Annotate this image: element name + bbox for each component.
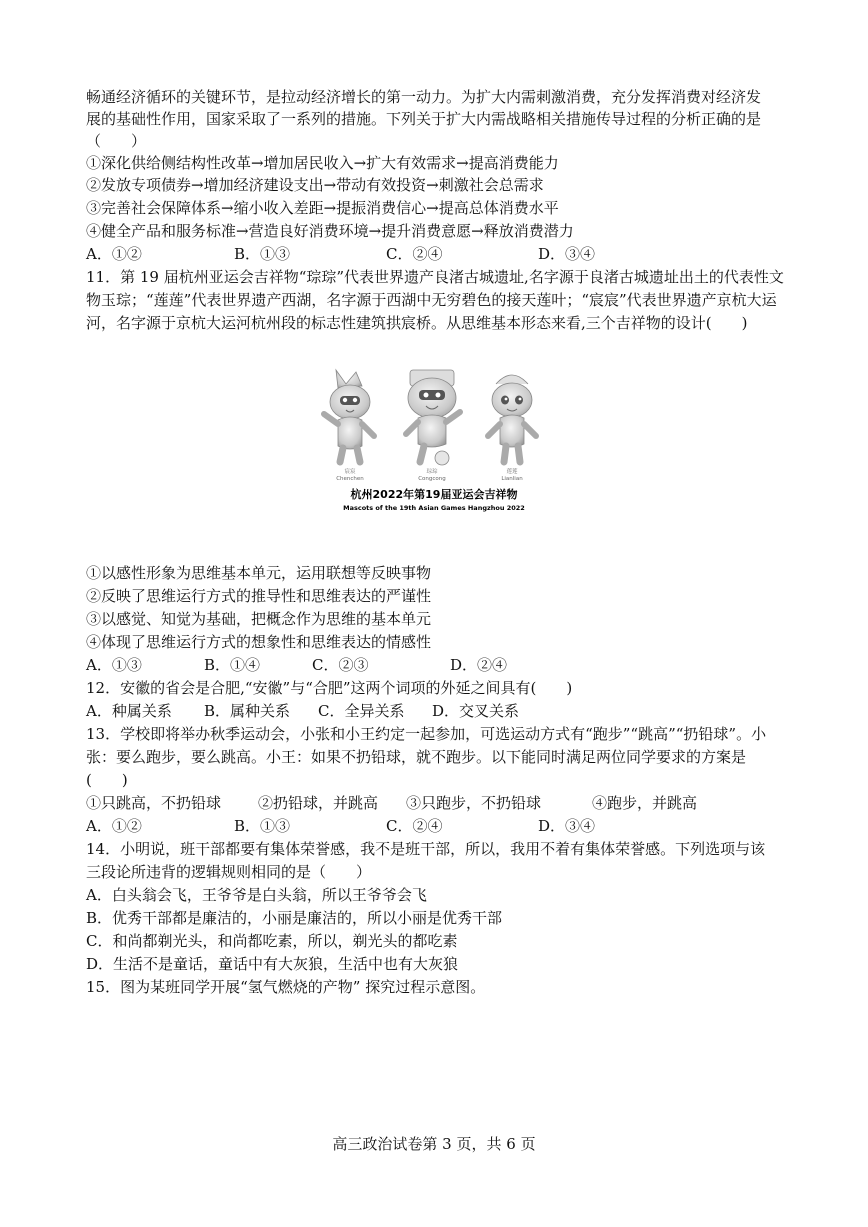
q13-option-c: C．②④ xyxy=(386,817,443,835)
q11-item-3: ③以感觉、知觉为基础，把概念作为思维的基本单元 xyxy=(86,610,432,628)
q10-item-2: ②发放专项债券→增加经济建设支出→带动有效投资→刺激社会总需求 xyxy=(86,176,544,194)
mascot-name-cn-3: 莲莲 xyxy=(506,469,518,475)
q10-answer-blank: （ ） xyxy=(86,132,147,150)
mascot-lianlian-illustration xyxy=(488,375,536,462)
q12-option-b: B．属种关系 xyxy=(204,702,291,720)
q10-option-a: A．①② xyxy=(86,245,142,263)
q13-item-2: ②扔铅球，并跳高 xyxy=(258,794,379,812)
mascot-congcong-illustration xyxy=(406,370,460,465)
q10-item-1: ①深化供给侧结构性改革→增加居民收入→扩大有效需求→提高消费能力 xyxy=(86,154,559,172)
q11-option-d: D．②④ xyxy=(450,656,508,674)
q11-item-1: ①以感性形象为思维基本单元，运用联想等反映事物 xyxy=(86,564,432,582)
q10-option-d: D．③④ xyxy=(538,245,596,263)
mascot-name-en-1: Chenchen xyxy=(336,476,364,482)
q10-item-3: ③完善社会保障体系→缩小收入差距→提振消费信心→提高总体消费水平 xyxy=(86,199,559,217)
q13-stem-line-1: 13．学校即将举办秋季运动会，小张和小王约定一起参加，可选运动方式有“跑步”“跳高”“扔铅球”。小 xyxy=(86,725,767,743)
q11-item-2: ②反映了思维运行方式的推导性和思维表达的严谨性 xyxy=(86,587,432,605)
q13-stem-line-2: 张：要么跑步，要么跳高。小王：如果不扔铅球，就不跑步。以下能同时满足两位同学要求的方案是 xyxy=(86,748,747,766)
mascot-name-cn-1: 宸宸 xyxy=(344,469,356,475)
q10-option-c: C．②④ xyxy=(386,245,443,263)
figure-caption-en: Mascots of the 19th Asian Games Hangzhou 2022 xyxy=(343,504,525,512)
q13-item-3: ③只跑步，不扔铅球 xyxy=(406,794,542,812)
q12-option-c: C．全异关系 xyxy=(318,702,405,720)
q14-option-b: B．优秀干部都是廉洁的，小丽是廉洁的，所以小丽是优秀干部 xyxy=(86,909,503,927)
page-footer: 高三政治试卷第 3 页，共 6 页 xyxy=(332,1135,536,1153)
q12-option-a: A．种属关系 xyxy=(86,702,172,720)
q11-stem-line-3: 河，名字源于京杭大运河杭州段的标志性建筑拱宸桥。从思维基本形态来看,三个吉祥物的设计( ) xyxy=(86,314,748,332)
q13-option-d: D．③④ xyxy=(538,817,596,835)
mascots-figure xyxy=(316,362,552,522)
q11-option-c: C．②③ xyxy=(312,656,369,674)
q13-item-1: ①只跳高，不扔铅球 xyxy=(86,794,222,812)
q13-option-a: A．①② xyxy=(86,817,142,835)
q12-option-d: D．交叉关系 xyxy=(432,702,520,720)
q11-option-a: A．①③ xyxy=(86,656,142,674)
figure-caption-cn: 杭州2022年第19届亚运会吉祥物 xyxy=(350,488,518,501)
mascot-name-en-2: Congcong xyxy=(418,476,446,482)
q13-answer-blank: ( ) xyxy=(86,771,128,789)
q13-item-4: ④跑步，并跳高 xyxy=(592,794,698,812)
q10-intro-line-2: 展的基础性作用，国家采取了一系列的措施。下列关于扩大内需战略相关措施传导过程的分析正确的是 xyxy=(86,110,762,128)
q10-intro-line-1: 畅通经济循环的关键环节，是拉动经济增长的第一动力。为扩大内需刺激消费，充分发挥消费对经济发 xyxy=(86,88,762,106)
q15-stem: 15．图为某班同学开展“氢气燃烧的产物” 探究过程示意图。 xyxy=(86,978,486,996)
q14-option-a: A．白头翁会飞，王爷爷是白头翁，所以王爷爷会飞 xyxy=(86,886,427,904)
mascot-name-cn-2: 琮琮 xyxy=(426,469,438,475)
mascot-name-en-3: Lianlian xyxy=(501,476,523,482)
q14-option-c: C．和尚都剃光头，和尚都吃素，所以，剃光头的都吃素 xyxy=(86,932,458,950)
q14-stem-line-1: 14．小明说，班干部都要有集体荣誉感，我不是班干部，所以，我用不着有集体荣誉感。下列选项与该 xyxy=(86,840,766,858)
q11-item-4: ④体现了思维运行方式的想象性和思维表达的情感性 xyxy=(86,633,432,651)
q10-item-4: ④健全产品和服务标准→营造良好消费环境→提升消费意愿→释放消费潜力 xyxy=(86,222,574,240)
q11-stem-line-2: 物玉琮；“莲莲”代表世界遗产西湖，名字源于西湖中无穷碧色的接天莲叶；“宸宸”代表世界遗产京杭大运 xyxy=(86,291,777,309)
q11-option-b: B．①④ xyxy=(204,656,261,674)
q10-option-b: B．①③ xyxy=(234,245,291,263)
q12-stem: 12．安徽的省会是合肥,“安徽”与“合肥”这两个词项的外延之间具有( ) xyxy=(86,679,573,697)
mascot-chenchen-illustration xyxy=(324,370,374,462)
q13-option-b: B．①③ xyxy=(234,817,291,835)
q14-stem-line-2: 三段论所违背的逻辑规则相同的是（ ） xyxy=(86,863,372,881)
q11-stem-line-1: 11．第 19 届杭州亚运会吉祥物“琮琮”代表世界遗产良渚古城遗址,名字源于良渚古城遗址出土的代表性文 xyxy=(86,268,784,286)
q14-option-d: D．生活不是童话，童话中有大灰狼，生活中也有大灰狼 xyxy=(86,955,459,973)
